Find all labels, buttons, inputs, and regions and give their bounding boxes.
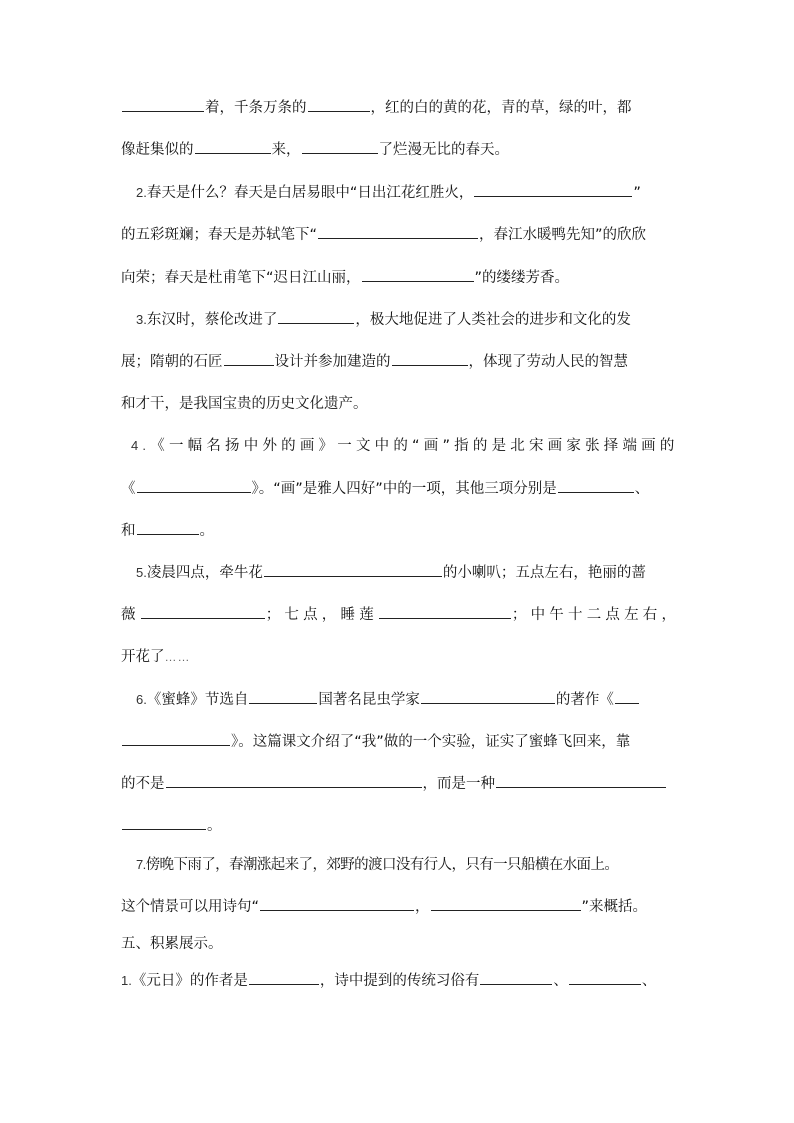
text-segment: 春天是什么？春天是白居易眼中“日出江花红胜火， <box>146 185 474 201</box>
section-title: 五、积累展示。 <box>121 936 223 952</box>
answer-blank[interactable] <box>431 909 581 911</box>
answer-blank[interactable] <box>195 152 271 154</box>
answer-blank[interactable] <box>302 152 378 154</box>
section-5-item-1 <box>121 966 674 996</box>
question-number: 3. <box>136 312 147 327</box>
text-segment: ，体现了劳动人民的智慧 <box>468 354 628 370</box>
question-2-line-3 <box>121 263 674 293</box>
question-5-line-1 <box>121 558 674 588</box>
text-segment: 和才干，是我国宝贵的历史文化遗产。 <box>121 396 368 412</box>
text-segment: 《 <box>121 481 136 497</box>
text-segment: ；中午十二点左右， <box>511 607 681 623</box>
answer-blank[interactable] <box>480 983 552 985</box>
text-segment: 的五彩斑斓；春天是苏轼笔下“ <box>121 227 318 243</box>
answer-blank[interactable] <box>278 322 354 324</box>
text-segment: 像赶集似的 <box>121 142 194 158</box>
question-5-line-2 <box>121 600 681 630</box>
question-6-line-2 <box>121 727 674 757</box>
text-segment: 着，千条万条的 <box>205 100 307 116</box>
answer-blank[interactable] <box>474 195 632 197</box>
answer-blank[interactable] <box>569 983 641 985</box>
text-segment: 的小喇叭；五点左右，艳丽的蔷 <box>442 565 646 581</box>
answer-blank[interactable] <box>249 702 317 704</box>
answer-blank[interactable] <box>379 617 511 619</box>
question-3-line-3 <box>121 389 674 419</box>
question-6-line-1 <box>121 685 674 715</box>
text-segment: 《元日》的作者是 <box>131 973 248 989</box>
answer-blank[interactable] <box>166 786 422 788</box>
question-7-line-1 <box>121 850 674 880</box>
text-segment: 东汉时，蔡伦改进了 <box>146 312 278 328</box>
text-line <box>121 93 674 123</box>
text-segment: 和 <box>121 523 136 539</box>
answer-blank[interactable] <box>249 983 319 985</box>
section-heading <box>121 929 674 959</box>
text-segment: 这个情景可以用诗句“ <box>121 899 260 915</box>
answer-blank[interactable] <box>496 786 666 788</box>
text-segment: ， <box>415 899 430 915</box>
answer-blank[interactable] <box>421 702 555 704</box>
text-segment: 《一幅名扬中外的画》一文中的“画”指的是北宋画家张择端画的 <box>150 438 679 454</box>
text-segment: 国著名昆虫学家 <box>318 692 420 708</box>
answer-blank[interactable] <box>362 280 474 282</box>
text-segment: 傍晚下雨了，春潮涨起来了，郊野的渡口没有行人，只有一只船横在水面上。 <box>145 857 619 873</box>
text-segment: 展；隋朝的石匠 <box>121 354 223 370</box>
answer-blank[interactable] <box>224 364 274 366</box>
text-segment: ，红的白的黄的花，青的草，绿的叶，都 <box>370 100 632 116</box>
text-segment: 》。“画”是雅人四好”中的一项，其他三项分别是 <box>251 481 557 497</box>
question-4-line-1 <box>121 431 679 461</box>
question-4-line-2 <box>121 474 674 504</box>
answer-blank[interactable] <box>122 828 206 830</box>
text-segment: ”来概括。 <box>581 899 648 915</box>
text-segment: 《蜜蜂》节选自 <box>146 692 249 708</box>
text-segment: ” <box>633 185 641 201</box>
text-segment: 、 <box>553 973 568 989</box>
question-number: 2. <box>136 185 147 200</box>
ellipsis: …… <box>164 650 191 664</box>
answer-blank[interactable] <box>558 491 634 493</box>
text-segment: ，极大地促进了人类社会的进步和文化的发 <box>355 312 631 328</box>
text-segment: 开花了 <box>121 649 165 665</box>
text-line <box>121 135 674 165</box>
text-segment: 、 <box>634 481 650 497</box>
answer-blank[interactable] <box>137 491 251 493</box>
text-segment: 了烂漫无比的春天。 <box>378 142 509 158</box>
answer-blank[interactable] <box>308 110 370 112</box>
question-6-line-4 <box>121 811 674 841</box>
answer-blank[interactable] <box>264 575 442 577</box>
text-segment: 设计并参加建造的 <box>274 354 391 370</box>
question-5-line-3 <box>121 642 674 672</box>
question-number: 4. <box>131 438 151 453</box>
question-6-line-3 <box>121 769 674 799</box>
text-segment: 凌晨四点，牵牛花 <box>146 565 263 581</box>
text-segment: 。 <box>199 523 214 539</box>
answer-blank[interactable] <box>260 909 414 911</box>
text-segment: ，春江水暖鸭先知”的欣欣 <box>479 227 647 243</box>
text-segment: 薇 <box>121 607 140 623</box>
answer-blank[interactable] <box>122 744 230 746</box>
answer-blank[interactable] <box>318 237 478 239</box>
answer-blank[interactable] <box>392 364 468 366</box>
answer-blank[interactable] <box>141 617 265 619</box>
question-number: 7. <box>136 857 146 872</box>
question-number: 5. <box>136 565 147 580</box>
question-2-line-1 <box>121 178 674 208</box>
question-4-line-3 <box>121 516 674 546</box>
answer-blank[interactable] <box>615 702 639 704</box>
text-segment: ，诗中提到的传统习俗有 <box>319 973 480 989</box>
question-7-line-2 <box>121 892 674 922</box>
text-segment: 向荣；春天是杜甫笔下“迟日江山丽， <box>121 270 361 286</box>
question-2-line-2 <box>121 220 674 250</box>
text-segment: ”的缕缕芳香。 <box>474 270 570 286</box>
text-segment: 的不是 <box>121 776 165 792</box>
question-number: 6. <box>136 692 147 707</box>
text-segment: 来， <box>271 142 301 158</box>
text-segment: 》。这篇课文介绍了“我”做的一个实验，证实了蜜蜂飞回来，靠 <box>231 734 631 750</box>
text-segment: 。 <box>207 818 222 834</box>
text-segment: ；七点，睡莲 <box>265 607 378 623</box>
text-segment: 的著作《 <box>555 692 614 708</box>
text-segment: 、 <box>641 973 657 989</box>
answer-blank[interactable] <box>137 533 199 535</box>
text-segment: ，而是一种 <box>422 776 495 792</box>
question-3-line-2 <box>121 347 674 377</box>
question-3-line-1 <box>121 305 674 335</box>
answer-blank[interactable] <box>122 110 204 112</box>
question-number: 1. <box>121 973 132 988</box>
